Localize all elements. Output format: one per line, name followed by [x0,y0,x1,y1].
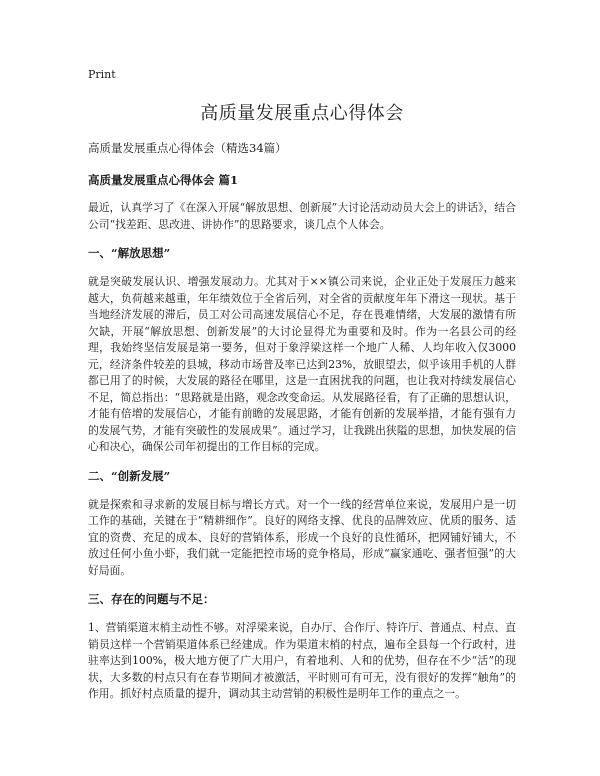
heading-problems: 三、存在的问题与不足： [88,592,215,606]
document-page [88,68,516,715]
paragraph-innovative-development: 就是探索和寻求新的发展目标与增长方式。对一个一线的经营单位来说，发展用户是一切工作的基础，关键在于“精耕细作”。良好的网络支撑、优良的品牌效应、优质的服务、适宜的资费、充足的成本、良好的营销体系，形成一个良好的良性循环，把网铺好铺大，不放过任何小鱼小虾，我们就一定能把控市场的竞争格局，形成“赢家通吃、强者恒强”的大好局面。 [88,497,516,577]
page-title: 高质量发展重点心得体会 [200,103,404,124]
section-title: 高质量发展重点心得体会 篇1 [88,173,239,187]
intro-paragraph: 最近，认真学习了《在深入开展“解放思想、创新展”大讨论活动动员大会上的讲话》，结合公司“找差距、思改进、讲协作”的思路要求，谈几点个人体会。 [88,201,516,231]
heading-innovative-development: 二、“创新发展” [88,468,171,483]
paragraph-problems: 1、营销渠道末梢主动性不够。对浮梁来说，自办厅、合作厅、特许厅、普通点、村点、直销员这样一个营销渠道体系已经建成。作为渠道末梢的村点，遍布全县每一个行政村，进驻率达到100%，极大地方便了广大用户，有着地利、人和的优势，但存在不少“活”的现状，大多数的村点只有在春节期间才被激活，平时则可有可无，没有很好的发挥“触角”的作用。抓好村点质量的提升，调动其主动营销的积极性是明年工作的重点之一。 [88,621,516,700]
heading-liberate-thinking: 一、“解放思想” [88,246,171,260]
document-subtitle: 高质量发展重点心得体会（精选34篇） [88,141,287,155]
paragraph-liberate-thinking: 就是突破发展认识、增强发展动力。尤其对于××镇公司来说，企业正处于发展压力越来越大，负荷越来越重，年年绩效位于全省后列，对全省的贡献度年年下滑这一现状。基于当地经济发展的滞后，员工对公司高速发展信心不足，存在畏难情绪，大发展的激情有所欠缺，开展“解放思想、创新发展”的大讨论显得尤为重要和及时。作为一名县公司的经理，我始终坚信发展是第一要务，但对于象浮梁这样一个地广人稀、人均年收入仅3000元，经济条件较差的县城，移动市场普及率已达到23%，放眼望去，似乎该用手机的人群都已用了的时候，大发展的路径在哪里，这是一直困扰我的问题，也让我对持续发展信心不足，简总指出：“思路就是出路，观念改变命运。从发展路径看，有了正确的思想认识，才能有倍增的发展信心，才能有前瞻的发展思路，才能有创新的发展举措，才能有强有力的发展气势，才能有突破性的发展成果”。通过学习，让我跳出狭隘的思想，加快发展的信心和决心，确保公司年初提出的工作目标的完成。 [88,275,516,453]
print-link[interactable]: Print [88,68,116,81]
